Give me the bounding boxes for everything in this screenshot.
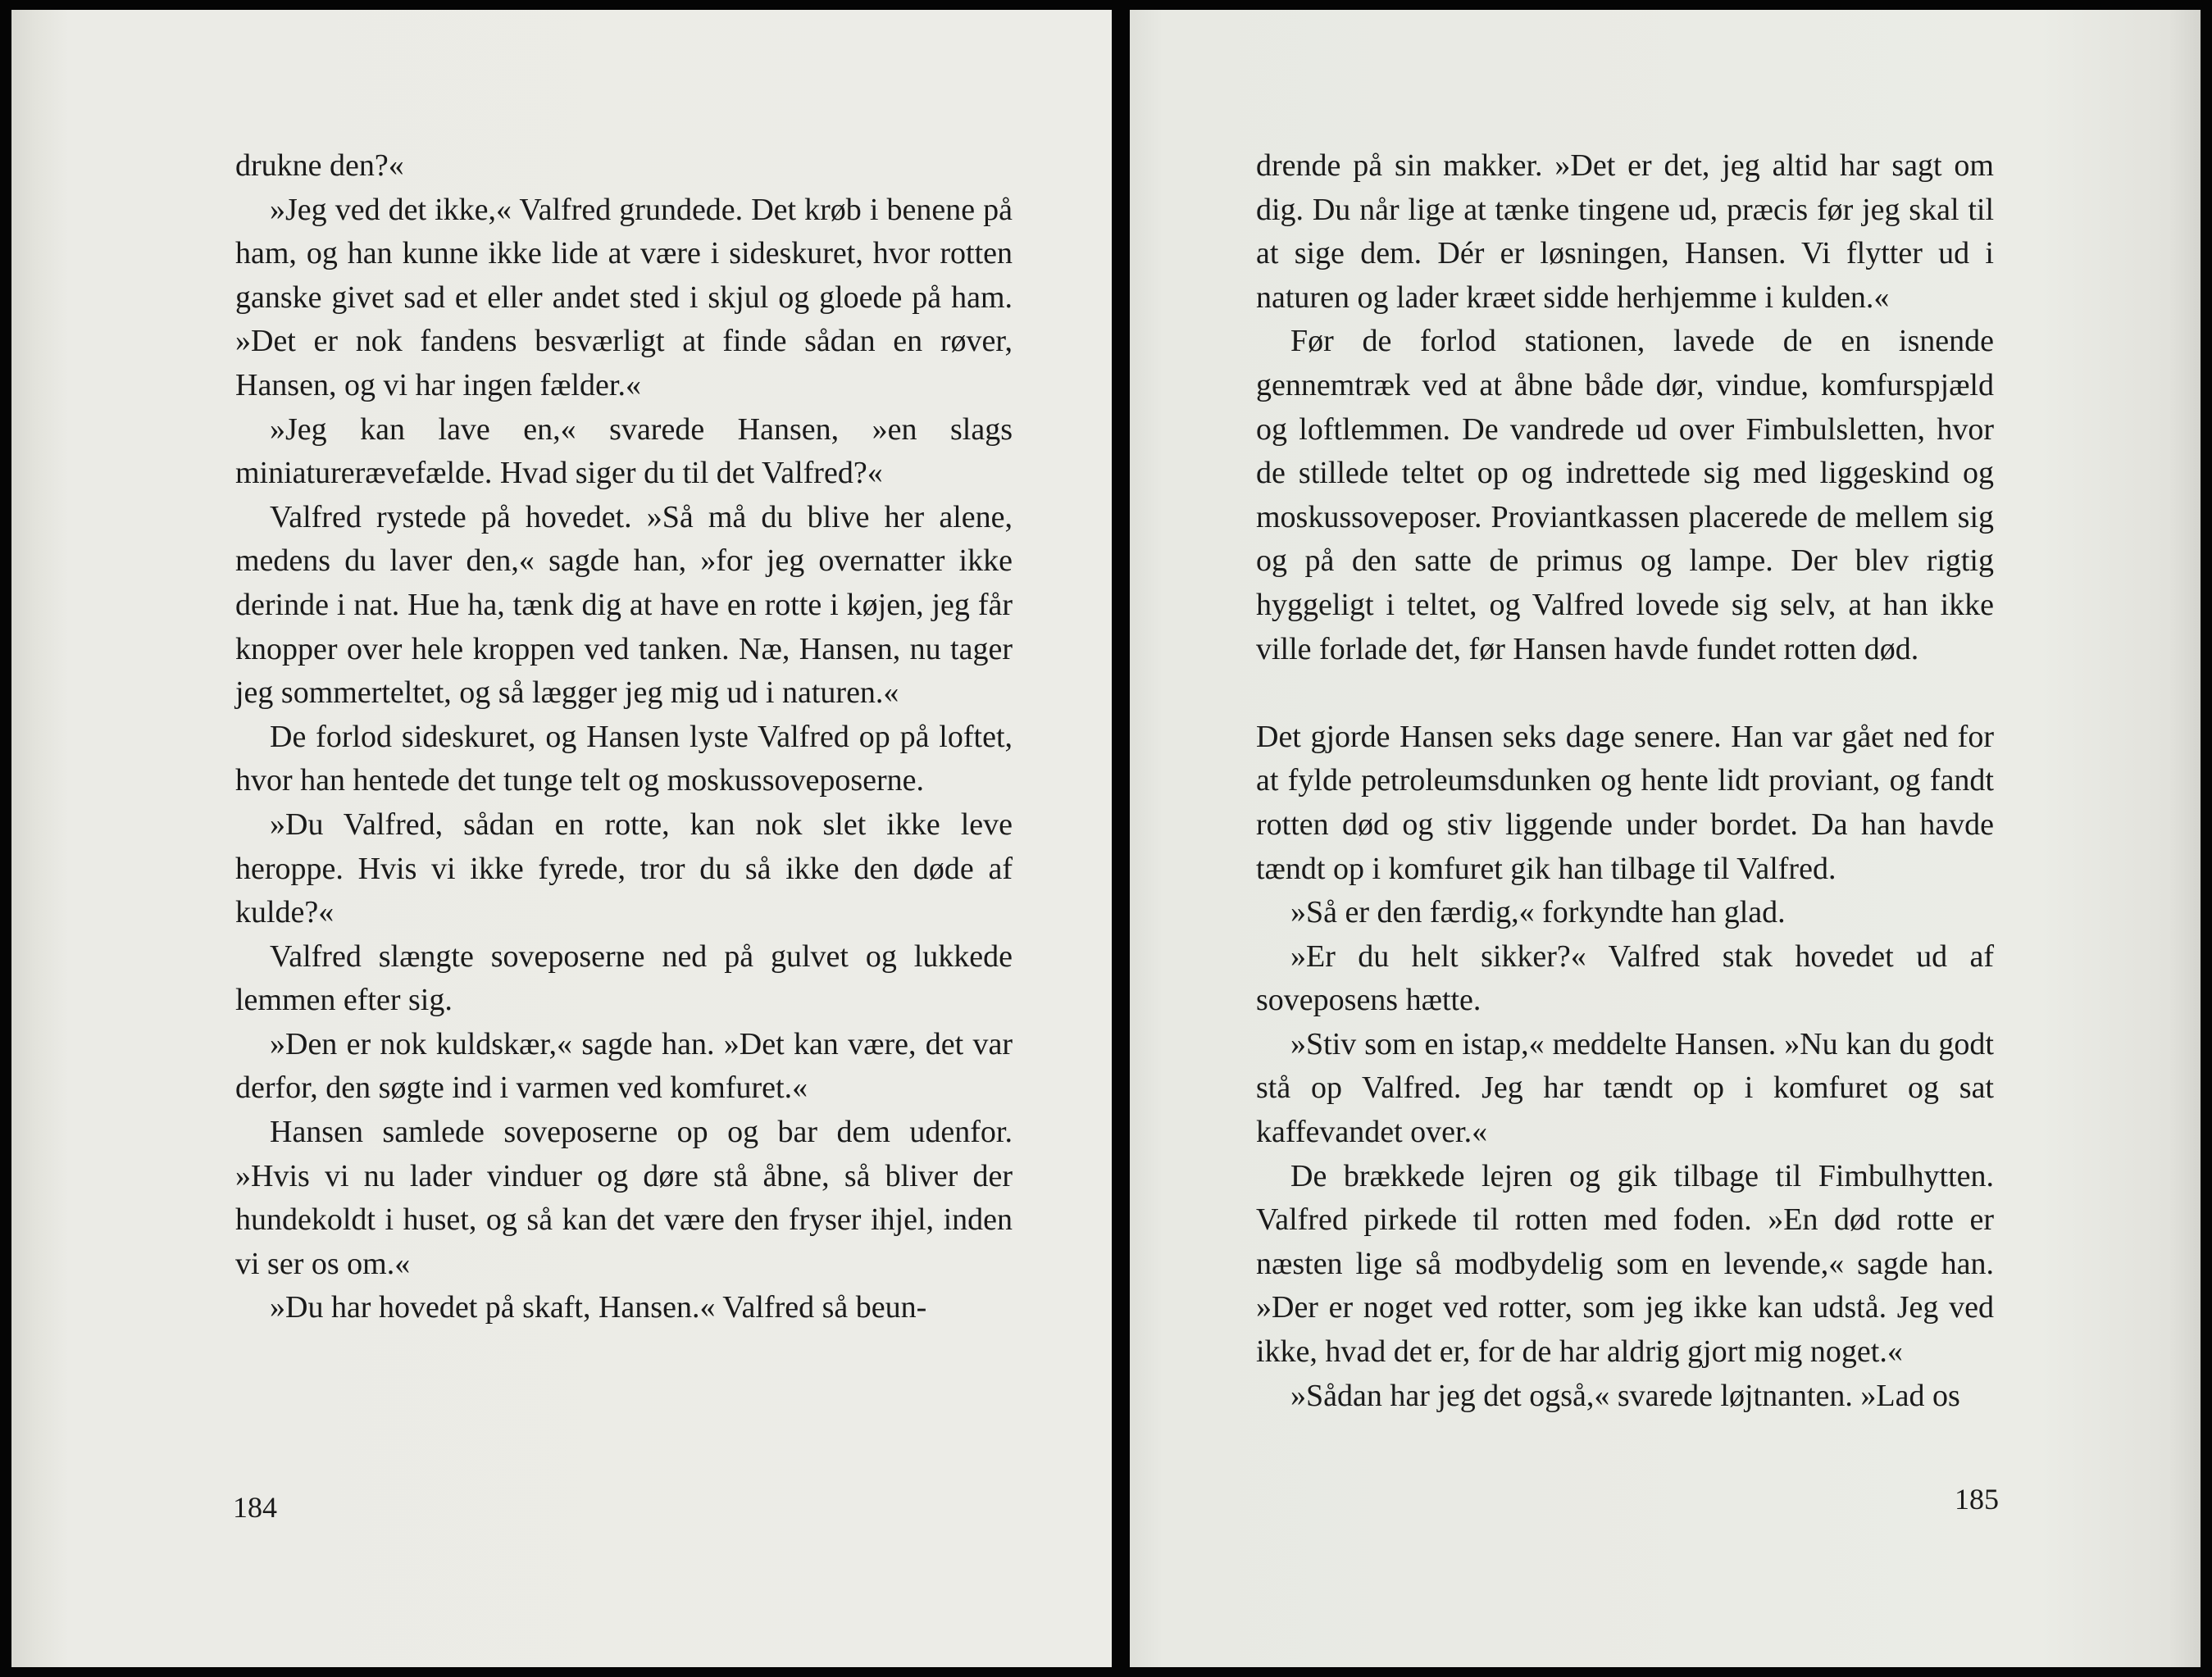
page-number-right: 185 bbox=[1955, 1483, 1999, 1516]
paragraph: »Sådan har jeg det også,« svarede løjtnanten. »Lad os bbox=[1290, 1378, 1960, 1413]
paragraph: »Den er nok kuldskær,« sagde han. »Det kan være, det var derfor, den søgte ind i varmen ved komfuret.« bbox=[235, 1026, 1013, 1106]
page-number-left: 184 bbox=[233, 1491, 277, 1524]
paragraph: drukne den?« bbox=[235, 148, 404, 183]
paragraph: »Du har hovedet på skaft, Hansen.« Valfred så beun- bbox=[270, 1290, 927, 1325]
paragraph: Før de forlod stationen, lavede de en isnende gennemtræk ved at åbne både dør, vindue, komfurspjæld og loftlemmen. De vandrede ud over Fimbulsletten, hvor de stillede teltet op og indrettede sig med liggeskind og moskussoveposer. Proviantkassen placerede de mellem sig og på den satte de primus og lampe. Der blev rigtig hyggeligt i teltet, og Valfred lovede sig selv, at han ikke ville forlade det, før Hansen havde fundet rotten død. bbox=[1256, 324, 1994, 666]
paragraph: »Stiv som en istap,« meddelte Hansen. »Nu kan du godt stå op Valfred. Jeg har tændt op i komfuret og sat kaffevandet over.« bbox=[1256, 1026, 1994, 1150]
right-page-text bbox=[1256, 144, 1994, 1418]
right-page bbox=[1130, 10, 2201, 1667]
left-page bbox=[11, 10, 1112, 1667]
paragraph: Det gjorde Hansen seks dage senere. Han var gået ned for at fylde petroleumsdunken og hente lidt proviant, og fandt rotten død og stiv liggende under bordet. Da han havde tændt op i komfuret gik han tilbage til Valfred. bbox=[1256, 719, 1994, 886]
paragraph: drende på sin makker. »Det er det, jeg altid har sagt om dig. Du når lige at tænke tingene ud, præcis før jeg skal til at sige dem. Dér er løsningen, Hansen. Vi flytter ud i naturen og lader kræet sidde herhjemme i kulden.« bbox=[1256, 148, 1994, 315]
paragraph: »Så er den færdig,« forkyndte han glad. bbox=[1290, 895, 1786, 930]
paragraph: »Jeg kan lave en,« svarede Hansen, »en slags miniaturerævefælde. Hvad siger du til det Valfred?« bbox=[235, 411, 1013, 491]
left-page-text bbox=[235, 144, 1013, 1330]
paragraph: Valfred rystede på hovedet. »Så må du blive her alene, medens du laver den,« sagde han, »for jeg overnatter ikke derinde i nat. Hue ha, tænk dig at have en rotte i køjen, jeg får knopper over hele kroppen ved tanken. Næ, Hansen, nu tager jeg sommerteltet, og så lægger jeg mig ud i naturen.« bbox=[235, 499, 1013, 711]
paragraph: »Jeg ved det ikke,« Valfred grundede. Det krøb i benene på ham, og han kunne ikke lide at være i sideskuret, hvor rotten ganske givet sad et eller andet sted i skjul og gloede på ham. »Det er nok fandens besværligt at finde sådan en røver, Hansen, og vi har ingen fælder.« bbox=[235, 192, 1013, 402]
paragraph: »Du Valfred, sådan en rotte, kan nok slet ikke leve heroppe. Hvis vi ikke fyrede, tror du så ikke den døde af kulde?« bbox=[235, 807, 1013, 930]
paragraph: Valfred slængte soveposerne ned på gulvet og lukkede lemmen efter sig. bbox=[235, 938, 1013, 1018]
paragraph: De forlod sideskuret, og Hansen lyste Valfred op på loftet, hvor han hentede det tunge telt og moskussoveposerne. bbox=[235, 719, 1013, 798]
paragraph: Hansen samlede soveposerne op og bar dem udenfor. »Hvis vi nu lader vinduer og døre stå åbne, så bliver der hundekoldt i huset, og så kan det være den fryser ihjel, inden vi ser os om.« bbox=[235, 1115, 1013, 1281]
paragraph: »Er du helt sikker?« Valfred stak hovedet ud af soveposens hætte. bbox=[1256, 938, 1994, 1018]
paragraph: De brækkede lejren og gik tilbage til Fimbulhytten. Valfred pirkede til rotten med foden. »En død rotte er næsten lige så modbydelig som en levende,« sagde han. »Der er noget ved rotter, som jeg ikke kan udstå. Jeg ved ikke, hvad det er, for de har aldrig gjort mig noget.« bbox=[1256, 1158, 1994, 1370]
